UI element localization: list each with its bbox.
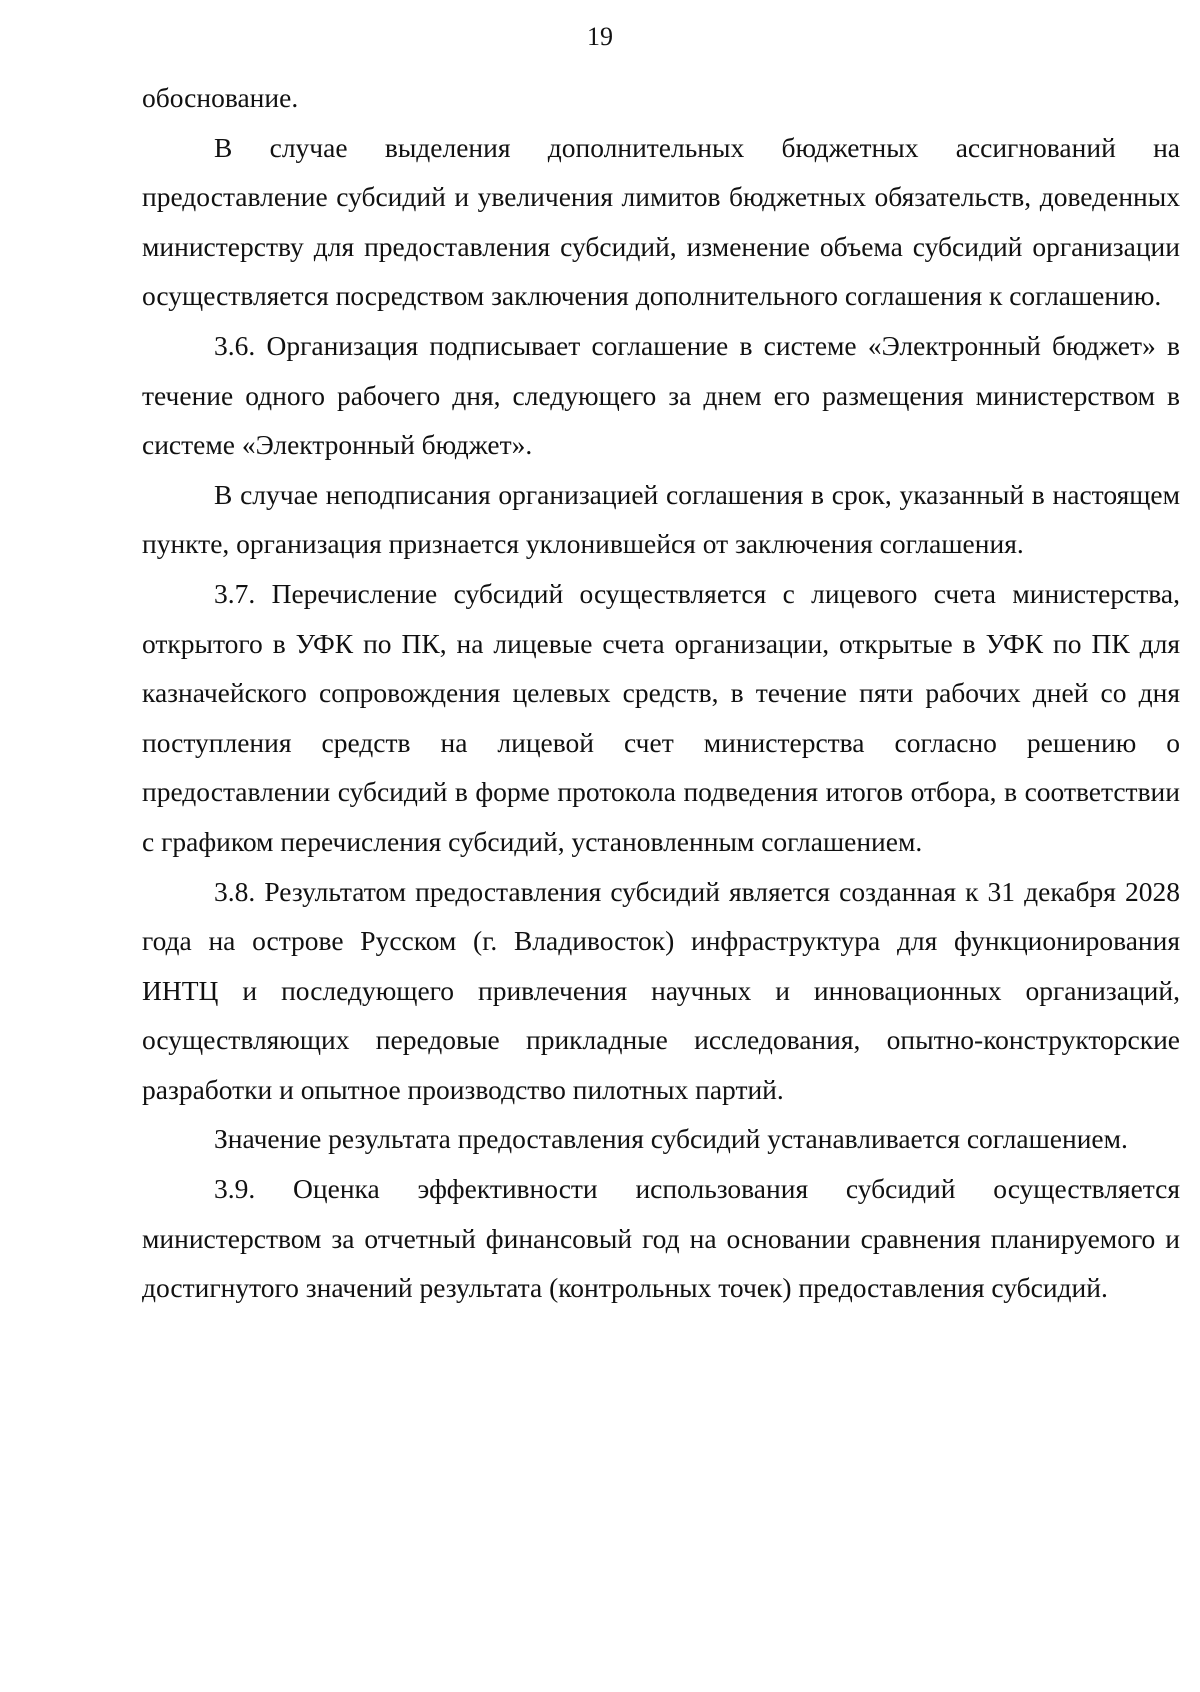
paragraph: Значение результата предоставления субсидий устанавливается соглашением. [214, 1123, 1128, 1155]
paragraph: В случае выделения дополнительных бюджетных ассигнований на предоставление субсидий и увеличения лимитов бюджетных обязательств, доведенных министерству для предоставления субсидий, изменение объема субсидий организации осуществляется посредством заключения дополнительного соглашения к соглашению. [142, 131, 1180, 312]
paragraph-clause-3-6: 3.6. Организация подписывает соглашение в системе «Электронный бюджет» в течение одного рабочего дня, следующего за днем его размещения министерством в системе «Электронный бюджет». [142, 329, 1180, 461]
paragraph-continuation: обоснование. [142, 82, 299, 113]
paragraph-clause-3-7: 3.7. Перечисление субсидий осуществляется с лицевого счета министерства, открытого в УФК по ПК, на лицевые счета организации, открытые в УФК по ПК для казначейского сопровождения целевых средств, в течение пяти рабочих дней со дня поступления средств на лицевой счет министерства согласно решению о предоставлении субсидий в форме протокола подведения итогов отбора, в соответствии с графиком перечисления субсидий, установленным соглашением. [142, 577, 1180, 857]
paragraph-clause-3-9: 3.9. Оценка эффективности использования субсидий осуществляется министерством за отчетный финансовый год на основании сравнения планируемого и достигнутого значений результата (контрольных точек) предоставления субсидий. [142, 1173, 1180, 1304]
paragraph: В случае неподписания организацией соглашения в срок, указанный в настоящем пункте, организация признается уклонившейся от заключения соглашения. [142, 478, 1180, 560]
paragraph-clause-3-8: 3.8. Результатом предоставления субсидий является созданная к 31 декабря 2028 года на острове Русском (г. Владивосток) инфраструктура для функционирования ИНТЦ и последующего привлечения научных и инновационных организаций, осуществляющих передовые прикладные исследования, опытно-конструкторские разработки и опытное производство пилотных партий. [142, 875, 1180, 1105]
document-body [142, 73, 1180, 1313]
page-number: 19 [587, 22, 613, 51]
